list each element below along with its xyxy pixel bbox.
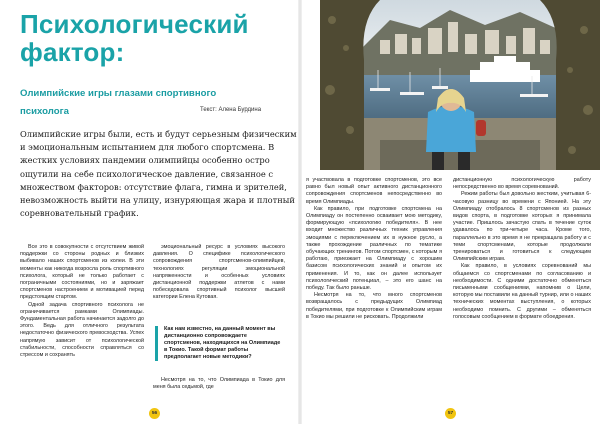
article-photo [320, 0, 600, 170]
paragraph: Как правило, в условиях соревнований мы общаемся со спортсменами по согласованию и необходимости. С одними достаточно обменяться письменными сообщениями, напомнив о Цели, которую мы поставили на данный турнир, или о наших технических моментах выступления, о которых необходимо помнить. С другими – обменяться голосовым сообщением в формате обоедрения. [453, 263, 591, 320]
left-column-2-continued [153, 377, 285, 391]
page-number-right: 57 [445, 408, 456, 419]
paragraph: Режим работы был довольно жестким, учитывая 6-часовую разницу во времени с Японией. На эту Олимпиаду отобралось 8 спортсменов из разных видов спорта, в подготовке которых я принимала участие. Пришлось зачастую спать в течение суток удавалось по три-четыре часа. Кроме того, параллельно в это время я не прекращала работу и с теми спортсменами, которые продолжали тренироваться и готовиться к следующим Олимпийским играм. [453, 191, 591, 263]
interview-question: Как нам известно, на данный момент вы дистанционно сопровождаете спортсменов, находящихся на Олимпиаде в Токио. Такой формат работы предполагает новые методики? [155, 326, 283, 361]
paragraph: Как правило, при подготовке спортсмена на Олимпиаду он постепенно осваивает мою методику, формирующую «психологию победителя». В нее входит множество различных техник управления эмоциями с переключением их в нужное русло, а также прохождение различных по тематике обучающих тренингов. Потом спортсмен, с которым я работаю, приезжает на Олимпиаду с хорошим базисом психологических знаний и опытом их применения. И то, как он далее использует психологический потенциал, – это его шанс на победу. Так было раньше. [306, 205, 442, 292]
article-author: Текст: Алена Бурдина [200, 107, 262, 113]
article-title: Психологический фактор: [20, 9, 249, 67]
left-column-1 [20, 244, 144, 359]
page-gutter [298, 0, 302, 424]
right-column-1 [306, 177, 442, 321]
paragraph: Несмотря на то, что Олимпиада в Токио для меня была седьмой, где [153, 377, 285, 391]
paragraph: я участвовала в подготовке спортсменов, это все равно был новый опыт активного дистанционного сопровождения спортсменов непосредственно во время Олимпиады. [306, 177, 442, 205]
article-subtitle: Олимпийские игры глазами спортивного психолога [20, 88, 217, 117]
page-number-left: 56 [149, 408, 160, 419]
article-lead: Олимпийские игры были, есть и будут серьезным физическим и эмоциональным испытанием для любого спортсмена. В жестких условиях пандемии олимпийцы особенно остро ощутили на себе психологическое давление, связанное с множеством факторов: отсутствие флага, гимна и зрителей, невозможность выйти на улицу, изнуряющая жара и плотный соревновательный график. [20, 129, 297, 219]
left-column-2 [153, 244, 285, 302]
right-column-2 [453, 177, 591, 321]
paragraph: эмоциональный ресурс в условиях высокого давления. О специфике психологического сопровождения спортсменов-олимпийцев, технологиях регуляции эмоциональной напряженности и особенных условиях дистанционной поддержки атлетов с нами побеседовала спортивный психолог высшей категории Елена Кутовая. [153, 244, 285, 301]
photo-illustration [320, 0, 600, 170]
paragraph: Несмотря на то, что много спортсменов возвращалось с предыдущих Олимпиад победителями, при подготовке к Олимпийским играм в Токио мы решили не рисковать. Продолжили [306, 292, 442, 320]
paragraph: Одной задача спортивного психолога не ограничивается рамками Олимпиады. Фундаментальная работа начинается задолго до этого. Ведь для отличного результата недостаточно физического превосходства. Успех напрямую зависит от психологической стабильности, способности справляться со стрессом и сохранять [20, 301, 144, 359]
paragraph: Все это в совокупности с отсутствием живой поддержки со стороны родных и близких выбивало наших спортсменов из колеи. В эти моменты как никогда возросла роль спортивного психолога, который не только работает с пограничными состояниями, но и заряжает спортсменов настроением и мотивацией перед предстоящим стартом. [20, 244, 144, 301]
paragraph: дистанционную психологическую работу непосредственно во время соревнований. [453, 177, 591, 191]
